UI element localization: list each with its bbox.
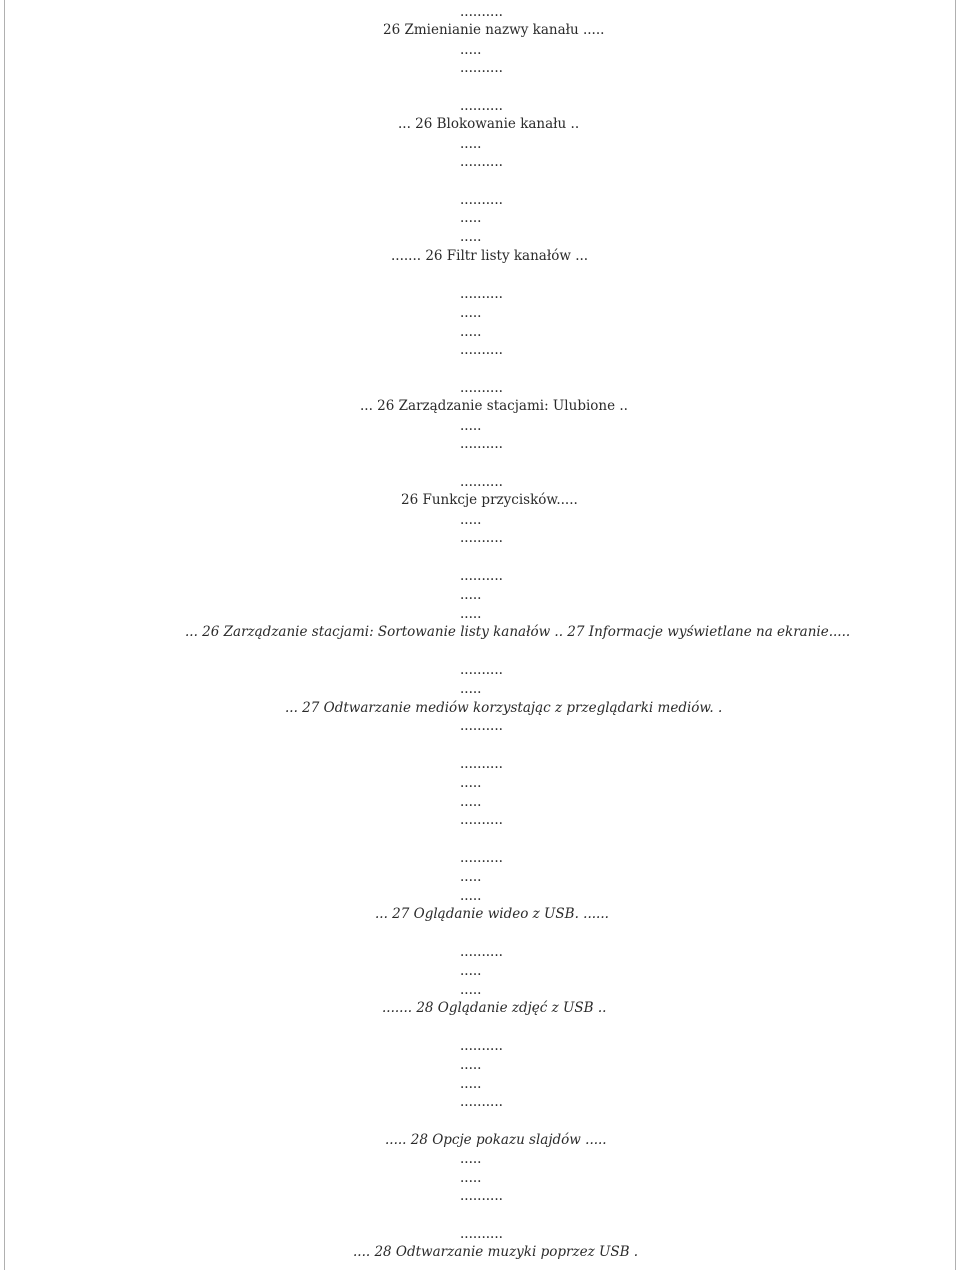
toc-entry-odtwarzanie-mediow: ... 27 Odtwarzanie mediów korzystając z przeglądarki mediów. . [285, 700, 723, 716]
dot-leader: ..... [460, 869, 482, 885]
dot-leader: .......... [460, 1226, 503, 1242]
toc-entry-funkcje-przyciskow: 26 Funkcje przycisków..... [401, 492, 578, 508]
dot-leader: ..... [460, 42, 482, 58]
dot-leader: .......... [460, 944, 503, 960]
page-border-left [4, 0, 5, 1270]
dot-leader: ..... [460, 775, 482, 791]
dot-leader: ..... [460, 512, 482, 528]
dot-leader: ..... [460, 1170, 482, 1186]
dot-leader: .......... [460, 474, 503, 490]
dot-leader: ..... [460, 418, 482, 434]
dot-leader: ..... [460, 1057, 482, 1073]
dot-leader: .......... [460, 756, 503, 772]
toc-entry-ogladanie-wideo-z-usb: ... 27 Oglądanie wideo z USB. ...... [375, 906, 609, 922]
dot-leader: ..... [460, 210, 482, 226]
dot-leader: .......... [460, 60, 503, 76]
dot-leader: ..... [460, 681, 482, 697]
toc-entry-zarzadzanie-stacjami-ulubione: ... 26 Zarządzanie stacjami: Ulubione .. [360, 398, 628, 414]
dot-leader: ..... [460, 888, 482, 904]
toc-entry-ogladanie-zdjec-z-usb: ....... 28 Oglądanie zdjęć z USB .. [382, 1000, 607, 1016]
dot-leader: .......... [460, 718, 503, 734]
dot-leader: .......... [460, 4, 503, 20]
dot-leader: .......... [460, 154, 503, 170]
dot-leader: .......... [460, 850, 503, 866]
dot-leader: .......... [460, 1094, 503, 1110]
dot-leader: ..... [460, 305, 482, 321]
dot-leader: ..... [460, 982, 482, 998]
dot-leader: .......... [460, 98, 503, 114]
toc-entry-sortowanie-listy-kanalow: ... 26 Zarządzanie stacjami: Sortowanie listy kanałów .. 27 Informacje wyświetlane na ekranie..... [185, 624, 851, 640]
dot-leader: .......... [460, 436, 503, 452]
dot-leader: .......... [460, 1188, 503, 1204]
dot-leader: ..... [460, 963, 482, 979]
toc-entry-filtr-listy-kanalow: ....... 26 Filtr listy kanałów ... [391, 248, 589, 264]
dot-leader: .......... [460, 662, 503, 678]
dot-leader: ..... [460, 229, 482, 245]
dot-leader: ..... [460, 1076, 482, 1092]
dot-leader: ..... [460, 794, 482, 810]
dot-leader: .......... [460, 286, 503, 302]
toc-entry-odtwarzanie-muzyki-usb: .... 28 Odtwarzanie muzyki poprzez USB . [353, 1244, 639, 1260]
dot-leader: ..... [460, 606, 482, 622]
dot-leader: .......... [460, 342, 503, 358]
toc-entry-blokowanie-kanalu: ... 26 Blokowanie kanału .. [398, 116, 580, 132]
dot-leader: .......... [460, 812, 503, 828]
dot-leader: .......... [460, 380, 503, 396]
dot-leader: ..... [460, 1151, 482, 1167]
dot-leader: ..... [460, 587, 482, 603]
toc-entry-opcje-pokazu-slajdow: ..... 28 Opcje pokazu slajdów ..... [385, 1132, 607, 1148]
dot-leader: .......... [460, 1038, 503, 1054]
dot-leader: ..... [460, 136, 482, 152]
dot-leader: .......... [460, 568, 503, 584]
page-border-right [955, 0, 956, 1270]
dot-leader: ..... [460, 324, 482, 340]
dot-leader: .......... [460, 530, 503, 546]
dot-leader: .......... [460, 192, 503, 208]
toc-entry-zmienianie-nazwy-kanalu: 26 Zmienianie nazwy kanału ..... [383, 22, 605, 38]
